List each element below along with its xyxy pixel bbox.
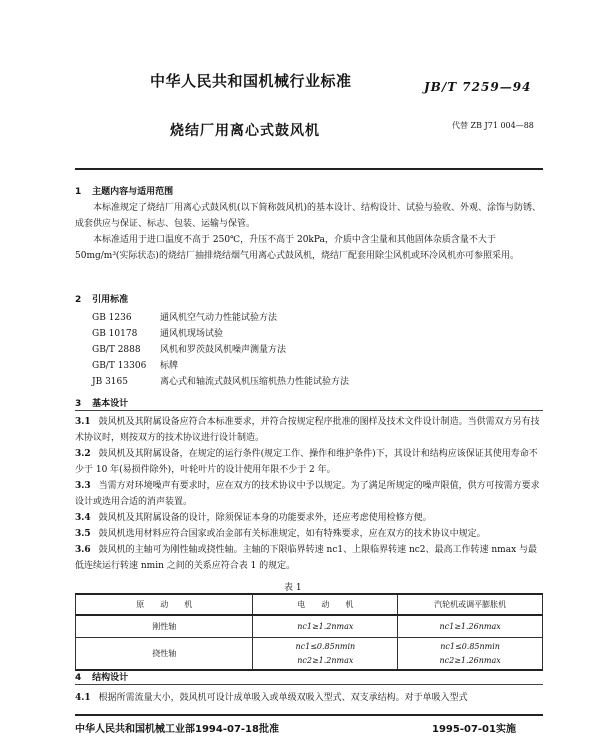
clause-3-5	[75, 526, 543, 542]
clause-number: 3.6	[75, 545, 91, 555]
reference-title: 通风机空气动力性能试验方法	[160, 313, 278, 323]
row-label-rigid-shaft: 刚性轴	[76, 615, 253, 638]
clause-text: 鼓风机的主轴可为刚性轴或挠性轴。主轴的下限临界转速 nc1、上限临界转速 nc2、最高工作转速 nmax 与最低连续运行转速 nmin 之间的关系应符合表 1 的规定。	[75, 545, 538, 571]
reference-code: GB 10178	[92, 329, 138, 339]
clause-text: 鼓风机选用材料应符合国家或冶金部有关标准规定，如有特殊要求，应在双方的技术协议中规定。	[98, 529, 486, 539]
clause-text: 鼓风机及其附属设备的设计，除须保证本身的功能要求外，还应考虑使用检修方便。	[98, 513, 432, 523]
section-4-rule	[75, 684, 543, 685]
header-divider	[75, 168, 543, 170]
section-3-rule	[75, 410, 543, 411]
section-1-title: 主题内容与适用范围	[92, 187, 174, 197]
table-1-caption: 表 1	[284, 583, 302, 593]
clause-number: 3.3	[75, 481, 91, 491]
footer-divider	[75, 714, 543, 716]
clause-number: 4.1	[75, 693, 91, 703]
section-2-number: 2	[75, 295, 82, 305]
section-1-heading	[75, 184, 173, 197]
section-2-heading	[75, 292, 128, 305]
table-header-prime-mover: 原 动 机	[76, 594, 253, 615]
clause-3-6	[75, 542, 543, 574]
clause-number: 3.4	[75, 513, 91, 523]
clause-text: 鼓风机及其附属设备应符合本标准要求，并符合按规定程序批准的图样及技术文件设计制造。当供需双方另有技术协议时，则按双方的技术协议进行设计制造。	[75, 417, 540, 443]
reference-item	[92, 342, 286, 355]
reference-code: GB/T 2888	[92, 345, 141, 355]
reference-item	[92, 310, 277, 323]
clause-4-1	[75, 690, 543, 706]
implementation-date: 1995-07-01实施	[432, 724, 516, 735]
section-3-title: 基本设计	[92, 399, 129, 409]
clause-number: 3.1	[75, 417, 91, 427]
clause-3-3	[75, 478, 543, 510]
reference-title: 离心式和轴流式鼓风机压缩机热力性能试验方法	[160, 377, 350, 387]
clause-text: 当需方对环境噪声有要求时，应在双方的技术协议中予以规定。为了满足所规定的噪声限值，供方可按需方要求设计或选用合适的消声装置。	[75, 481, 540, 507]
standard-number: JB/T 7259—94	[424, 80, 532, 94]
reference-title: 风机和罗茨鼓风机噪声测量方法	[160, 345, 287, 355]
clause-text: 鼓风机及其附属设备，在规定的运行条件(规定工作、操作和维护条件)下，其设计和结构应该保证其使用寿命不少于 10 年(易损件除外)，叶轮叶片的设计使用年限不少于 2 年。	[75, 449, 538, 475]
approval-line: 中华人民共和国机械工业部1994-07-18批准	[75, 724, 279, 735]
reference-code: GB/T 13306	[92, 361, 147, 371]
reference-item	[92, 358, 178, 371]
document-title: 烧结厂用离心式鼓风机	[170, 123, 320, 139]
clause-3-1	[75, 414, 543, 446]
section-4-heading	[75, 670, 128, 683]
table-header-row	[76, 594, 543, 615]
cell-turbine-flexible: nc1≤0.85nmin nc2≥1.26nmax	[398, 638, 543, 671]
section-4-number: 4	[75, 673, 82, 683]
clause-3-4	[75, 510, 543, 526]
clause-number: 3.5	[75, 529, 91, 539]
cell-turbine-rigid: nc1≥1.26nmax	[398, 615, 543, 638]
table-header-turbine: 汽轮机或调平膨胀机	[398, 594, 543, 615]
reference-code: JB 3165	[92, 377, 128, 387]
cell-motor-rigid: nc1≥1.2nmax	[253, 615, 398, 638]
clause-text: 根据所需流量大小，鼓风机可设计成单吸入或单级双吸入型式、双支承结构。对于单吸入型式	[98, 693, 468, 703]
replaces-standard: 代替 ZB J71 004—88	[452, 121, 534, 130]
reference-item	[92, 374, 349, 387]
clause-number: 3.2	[75, 449, 91, 459]
table-row	[76, 615, 543, 638]
issuing-authority-title: 中华人民共和国机械行业标准	[150, 72, 352, 90]
section-1-paragraph-1: 本标准规定了烧结厂用离心式鼓风机(以下简称鼓风机)的基本设计、结构设计、试验与验收、外观、涂饰与防锈、成套供应与保证、标志、包装、运输与保管。	[75, 203, 542, 229]
row-label-flexible-shaft: 挠性轴	[76, 638, 253, 671]
reference-code: GB 1236	[92, 313, 132, 323]
section-1-number: 1	[75, 187, 82, 197]
section-1-paragraph-2: 本标准适用于进口温度不高于 250℃，升压不高于 20kPa，介质中含尘量和其他固体杂质含量不大于 50mg/m³(实际状态)的烧结厂抽排烧结烟气用离心式鼓风机，烧结厂配套用除尘风机或环冷风机亦可参照采用。	[75, 235, 519, 261]
section-4-title: 结构设计	[92, 673, 129, 683]
reference-item	[92, 326, 223, 339]
table-1	[75, 593, 543, 671]
section-3-heading	[75, 396, 128, 409]
table-header-motor: 电 动 机	[253, 594, 398, 615]
cell-motor-flexible: nc1≤0.85nmin nc2≥1.2nmax	[253, 638, 398, 671]
table-row	[76, 638, 543, 671]
reference-title: 通风机现场试验	[160, 329, 224, 339]
clause-3-2	[75, 446, 543, 478]
section-3-number: 3	[75, 399, 82, 409]
reference-title: 标牌	[160, 361, 179, 371]
section-2-title: 引用标准	[92, 295, 129, 305]
